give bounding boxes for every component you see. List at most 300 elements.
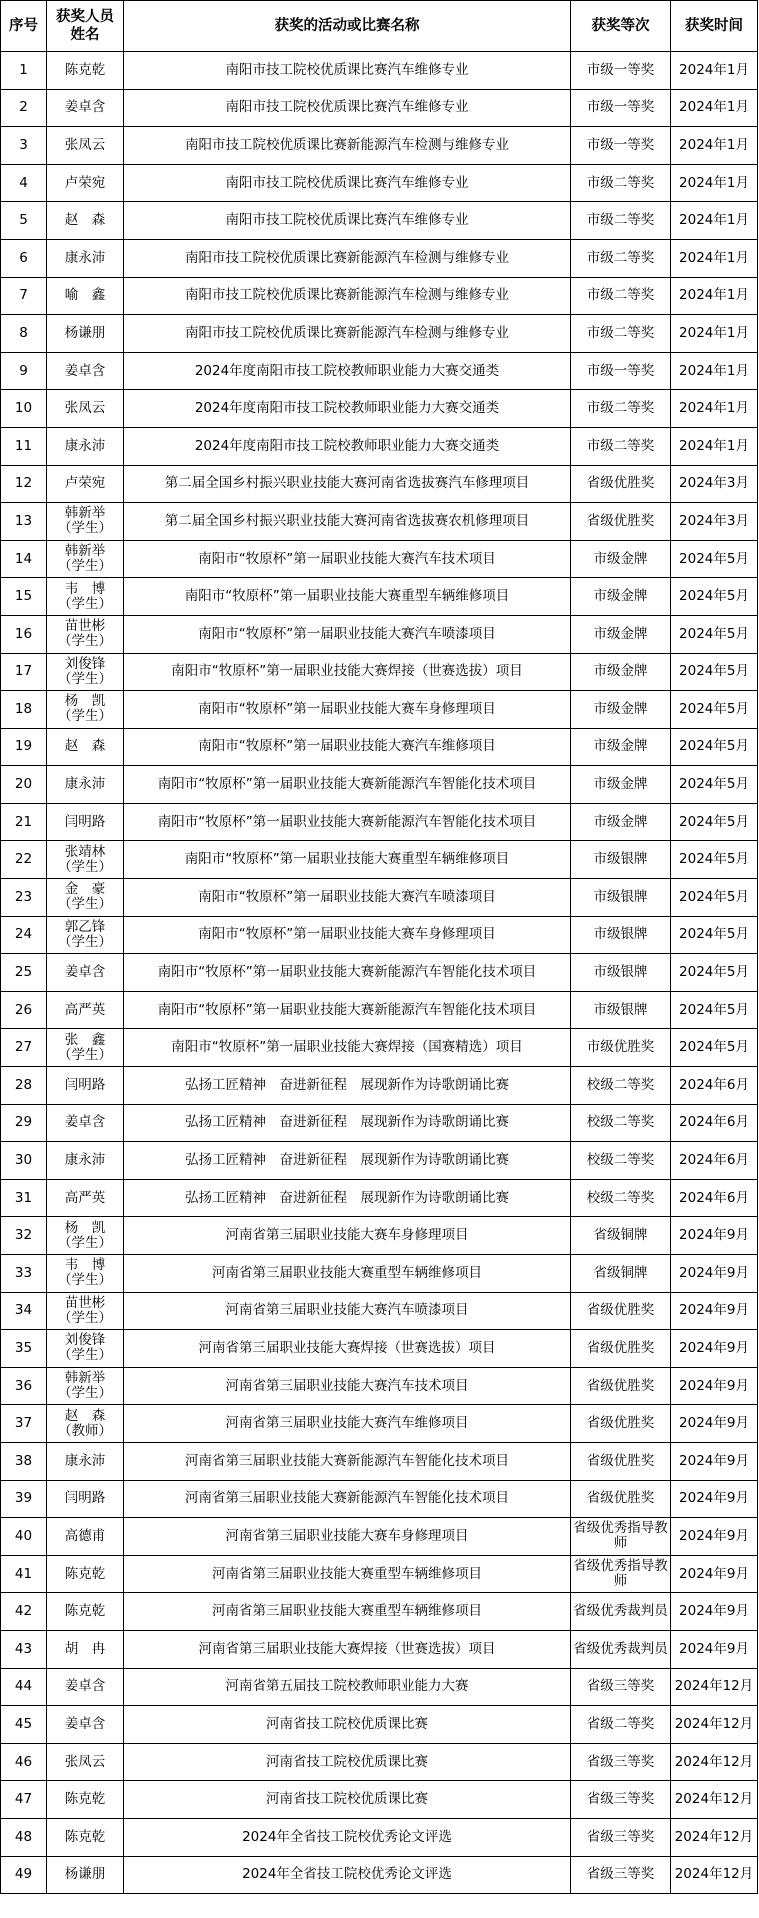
cell-name: 赵 森 — [47, 728, 124, 766]
cell-no: 38 — [1, 1442, 47, 1480]
table-row — [1, 1104, 758, 1142]
cell-award: 市级金牌 — [571, 728, 671, 766]
cell-time: 2024年9月 — [671, 1442, 758, 1480]
cell-event: 南阳市“牧原杯”第一届职业技能大赛重型车辆维修项目 — [124, 578, 571, 616]
cell-time: 2024年12月 — [671, 1706, 758, 1744]
cell-event: 河南省第三届职业技能大赛车身修理项目 — [124, 1217, 571, 1255]
cell-no: 42 — [1, 1593, 47, 1631]
cell-time: 2024年6月 — [671, 1179, 758, 1217]
cell-name: 高严英 — [47, 1179, 124, 1217]
table-row — [1, 540, 758, 578]
cell-name: 刘俊锋 （学生） — [47, 653, 124, 691]
cell-name: 韩新举 （学生） — [47, 540, 124, 578]
cell-award: 市级一等奖 — [571, 352, 671, 390]
cell-name: 姜卓含 — [47, 89, 124, 127]
cell-no: 21 — [1, 803, 47, 841]
cell-no: 8 — [1, 315, 47, 353]
cell-no: 14 — [1, 540, 47, 578]
cell-no: 48 — [1, 1818, 47, 1856]
cell-time: 2024年1月 — [671, 164, 758, 202]
cell-award: 市级金牌 — [571, 766, 671, 804]
cell-name: 苗世彬 （学生） — [47, 1292, 124, 1330]
cell-no: 19 — [1, 728, 47, 766]
cell-time: 2024年1月 — [671, 202, 758, 240]
cell-time: 2024年5月 — [671, 1029, 758, 1067]
cell-time: 2024年9月 — [671, 1217, 758, 1255]
cell-time: 2024年5月 — [671, 653, 758, 691]
cell-time: 2024年1月 — [671, 390, 758, 428]
table-row — [1, 1255, 758, 1293]
cell-time: 2024年5月 — [671, 728, 758, 766]
cell-name: 苗世彬 （学生） — [47, 615, 124, 653]
table-row — [1, 1330, 758, 1368]
cell-no: 45 — [1, 1706, 47, 1744]
cell-name: 闫明路 — [47, 1480, 124, 1518]
cell-time: 2024年12月 — [671, 1743, 758, 1781]
cell-event: 弘扬工匠精神 奋进新征程 展现新作为诗歌朗诵比赛 — [124, 1067, 571, 1105]
cell-name: 胡 冉 — [47, 1630, 124, 1668]
cell-award: 市级一等奖 — [571, 52, 671, 90]
cell-time: 2024年1月 — [671, 127, 758, 165]
cell-name: 喻 鑫 — [47, 277, 124, 315]
table-row — [1, 653, 758, 691]
cell-no: 13 — [1, 503, 47, 541]
cell-time: 2024年9月 — [671, 1518, 758, 1556]
table-body — [1, 52, 758, 1894]
cell-award: 市级一等奖 — [571, 89, 671, 127]
cell-award: 市级银牌 — [571, 879, 671, 917]
cell-event: 南阳市“牧原杯”第一届职业技能大赛汽车技术项目 — [124, 540, 571, 578]
cell-event: 南阳市技工院校优质课比赛汽车维修专业 — [124, 164, 571, 202]
cell-time: 2024年12月 — [671, 1668, 758, 1706]
cell-name: 陈克乾 — [47, 1593, 124, 1631]
cell-event: 弘扬工匠精神 奋进新征程 展现新作为诗歌朗诵比赛 — [124, 1179, 571, 1217]
cell-name: 陈克乾 — [47, 52, 124, 90]
cell-time: 2024年1月 — [671, 315, 758, 353]
cell-name: 姜卓含 — [47, 1706, 124, 1744]
cell-event: 2024年度南阳市技工院校教师职业能力大赛交通类 — [124, 390, 571, 428]
cell-event: 南阳市技工院校优质课比赛新能源汽车检测与维修专业 — [124, 277, 571, 315]
cell-no: 23 — [1, 879, 47, 917]
cell-event: 河南省第三届职业技能大赛重型车辆维修项目 — [124, 1255, 571, 1293]
cell-event: 第二届全国乡村振兴职业技能大赛河南省选拔赛农机修理项目 — [124, 503, 571, 541]
cell-event: 南阳市“牧原杯”第一届职业技能大赛新能源汽车智能化技术项目 — [124, 766, 571, 804]
cell-award: 市级二等奖 — [571, 427, 671, 465]
table-row — [1, 1555, 758, 1593]
cell-event: 河南省第三届职业技能大赛汽车技术项目 — [124, 1367, 571, 1405]
table-row — [1, 1217, 758, 1255]
cell-award: 省级二等奖 — [571, 1706, 671, 1744]
cell-award: 省级优秀指导教师 — [571, 1518, 671, 1556]
cell-event: 河南省技工院校优质课比赛 — [124, 1706, 571, 1744]
cell-name: 张凤云 — [47, 1743, 124, 1781]
cell-no: 5 — [1, 202, 47, 240]
table-row — [1, 1706, 758, 1744]
cell-name: 张 鑫 （学生） — [47, 1029, 124, 1067]
cell-name: 郭乙锋 （学生） — [47, 916, 124, 954]
cell-event: 南阳市“牧原杯”第一届职业技能大赛汽车维修项目 — [124, 728, 571, 766]
table-row — [1, 465, 758, 503]
cell-no: 40 — [1, 1518, 47, 1556]
cell-event: 弘扬工匠精神 奋进新征程 展现新作为诗歌朗诵比赛 — [124, 1104, 571, 1142]
cell-award: 省级铜牌 — [571, 1217, 671, 1255]
cell-award: 省级优秀裁判员 — [571, 1630, 671, 1668]
cell-time: 2024年5月 — [671, 879, 758, 917]
cell-name: 韦 博 （学生） — [47, 1255, 124, 1293]
cell-award: 市级银牌 — [571, 916, 671, 954]
cell-event: 河南省第五届技工院校教师职业能力大赛 — [124, 1668, 571, 1706]
table-row — [1, 1292, 758, 1330]
cell-award: 市级金牌 — [571, 540, 671, 578]
column-header-event: 获奖的活动或比赛名称 — [124, 1, 571, 52]
cell-award: 校级二等奖 — [571, 1104, 671, 1142]
cell-name: 卢荣宛 — [47, 465, 124, 503]
column-header-time: 获奖时间 — [671, 1, 758, 52]
cell-no: 47 — [1, 1781, 47, 1819]
cell-time: 2024年6月 — [671, 1142, 758, 1180]
cell-event: 河南省第三届职业技能大赛新能源汽车智能化技术项目 — [124, 1480, 571, 1518]
cell-award: 市级优胜奖 — [571, 1029, 671, 1067]
cell-event: 南阳市“牧原杯”第一届职业技能大赛汽车喷漆项目 — [124, 879, 571, 917]
cell-name: 姜卓含 — [47, 1104, 124, 1142]
cell-no: 34 — [1, 1292, 47, 1330]
cell-time: 2024年5月 — [671, 991, 758, 1029]
table-row — [1, 916, 758, 954]
table-row — [1, 803, 758, 841]
cell-no: 44 — [1, 1668, 47, 1706]
cell-time: 2024年5月 — [671, 841, 758, 879]
cell-name: 张凤云 — [47, 127, 124, 165]
table-row — [1, 691, 758, 729]
cell-award: 省级优胜奖 — [571, 1330, 671, 1368]
cell-name: 闫明路 — [47, 1067, 124, 1105]
cell-name: 韩新举 （学生） — [47, 503, 124, 541]
cell-event: 南阳市“牧原杯”第一届职业技能大赛重型车辆维修项目 — [124, 841, 571, 879]
table-row — [1, 879, 758, 917]
cell-no: 32 — [1, 1217, 47, 1255]
cell-award: 省级三等奖 — [571, 1781, 671, 1819]
cell-award: 省级三等奖 — [571, 1856, 671, 1894]
table-row — [1, 315, 758, 353]
cell-name: 赵 森 （教师） — [47, 1405, 124, 1443]
cell-time: 2024年1月 — [671, 427, 758, 465]
cell-name: 张靖林 （学生） — [47, 841, 124, 879]
cell-name: 陈克乾 — [47, 1781, 124, 1819]
table-row — [1, 991, 758, 1029]
cell-name: 赵 森 — [47, 202, 124, 240]
cell-no: 31 — [1, 1179, 47, 1217]
cell-event: 南阳市技工院校优质课比赛汽车维修专业 — [124, 202, 571, 240]
cell-event: 南阳市“牧原杯”第一届职业技能大赛新能源汽车智能化技术项目 — [124, 991, 571, 1029]
cell-name: 杨 凯 （学生） — [47, 691, 124, 729]
cell-award: 市级银牌 — [571, 991, 671, 1029]
cell-event: 2024年全省技工院校优秀论文评选 — [124, 1818, 571, 1856]
cell-no: 16 — [1, 615, 47, 653]
cell-time: 2024年9月 — [671, 1555, 758, 1593]
cell-time: 2024年1月 — [671, 52, 758, 90]
cell-no: 10 — [1, 390, 47, 428]
cell-no: 39 — [1, 1480, 47, 1518]
cell-award: 省级优胜奖 — [571, 1292, 671, 1330]
cell-award: 省级优胜奖 — [571, 1367, 671, 1405]
cell-award: 市级银牌 — [571, 954, 671, 992]
cell-award: 市级二等奖 — [571, 239, 671, 277]
cell-award: 省级三等奖 — [571, 1743, 671, 1781]
cell-event: 第二届全国乡村振兴职业技能大赛河南省选拔赛汽车修理项目 — [124, 465, 571, 503]
cell-event: 河南省第三届职业技能大赛重型车辆维修项目 — [124, 1555, 571, 1593]
cell-award: 省级优胜奖 — [571, 1480, 671, 1518]
cell-no: 28 — [1, 1067, 47, 1105]
cell-name: 康永沛 — [47, 239, 124, 277]
cell-award: 市级一等奖 — [571, 127, 671, 165]
cell-award: 市级二等奖 — [571, 315, 671, 353]
table-row — [1, 1781, 758, 1819]
table-row — [1, 1743, 758, 1781]
table-row — [1, 1067, 758, 1105]
cell-no: 3 — [1, 127, 47, 165]
cell-award: 市级金牌 — [571, 615, 671, 653]
cell-event: 河南省第三届职业技能大赛汽车维修项目 — [124, 1405, 571, 1443]
cell-name: 康永沛 — [47, 427, 124, 465]
cell-event: 南阳市技工院校优质课比赛新能源汽车检测与维修专业 — [124, 239, 571, 277]
cell-name: 卢荣宛 — [47, 164, 124, 202]
cell-no: 24 — [1, 916, 47, 954]
cell-event: 南阳市“牧原杯”第一届职业技能大赛新能源汽车智能化技术项目 — [124, 954, 571, 992]
cell-event: 弘扬工匠精神 奋进新征程 展现新作为诗歌朗诵比赛 — [124, 1142, 571, 1180]
cell-event: 河南省第三届职业技能大赛新能源汽车智能化技术项目 — [124, 1442, 571, 1480]
cell-no: 17 — [1, 653, 47, 691]
cell-name: 康永沛 — [47, 1142, 124, 1180]
cell-time: 2024年5月 — [671, 803, 758, 841]
cell-name: 高德甫 — [47, 1518, 124, 1556]
cell-no: 18 — [1, 691, 47, 729]
header-row — [1, 1, 758, 52]
cell-no: 22 — [1, 841, 47, 879]
cell-no: 33 — [1, 1255, 47, 1293]
table-row — [1, 1518, 758, 1556]
table-row — [1, 1442, 758, 1480]
cell-award: 省级优胜奖 — [571, 503, 671, 541]
cell-award: 省级优胜奖 — [571, 1442, 671, 1480]
cell-award: 市级二等奖 — [571, 390, 671, 428]
cell-award: 市级银牌 — [571, 841, 671, 879]
cell-time: 2024年6月 — [671, 1067, 758, 1105]
cell-event: 南阳市“牧原杯”第一届职业技能大赛焊接（国赛精选）项目 — [124, 1029, 571, 1067]
cell-event: 河南省第三届职业技能大赛焊接（世赛选拔）项目 — [124, 1630, 571, 1668]
cell-name: 金 豪 （学生） — [47, 879, 124, 917]
table-row — [1, 1480, 758, 1518]
cell-event: 2024年全省技工院校优秀论文评选 — [124, 1856, 571, 1894]
cell-event: 南阳市“牧原杯”第一届职业技能大赛车身修理项目 — [124, 916, 571, 954]
cell-event: 南阳市“牧原杯”第一届职业技能大赛新能源汽车智能化技术项目 — [124, 803, 571, 841]
cell-time: 2024年5月 — [671, 954, 758, 992]
cell-time: 2024年9月 — [671, 1593, 758, 1631]
cell-no: 6 — [1, 239, 47, 277]
cell-name: 康永沛 — [47, 1442, 124, 1480]
table-row — [1, 52, 758, 90]
table-row — [1, 127, 758, 165]
cell-no: 49 — [1, 1856, 47, 1894]
cell-event: 南阳市“牧原杯”第一届职业技能大赛车身修理项目 — [124, 691, 571, 729]
table-row — [1, 202, 758, 240]
cell-event: 河南省第三届职业技能大赛焊接（世赛选拔）项目 — [124, 1330, 571, 1368]
table-row — [1, 1856, 758, 1894]
table-row — [1, 1179, 758, 1217]
cell-name: 陈克乾 — [47, 1818, 124, 1856]
cell-time: 2024年12月 — [671, 1781, 758, 1819]
cell-award: 省级优胜奖 — [571, 1405, 671, 1443]
cell-event: 南阳市技工院校优质课比赛新能源汽车检测与维修专业 — [124, 127, 571, 165]
cell-event: 河南省第三届职业技能大赛重型车辆维修项目 — [124, 1593, 571, 1631]
cell-time: 2024年12月 — [671, 1856, 758, 1894]
cell-award: 市级二等奖 — [571, 202, 671, 240]
cell-time: 2024年9月 — [671, 1292, 758, 1330]
column-header-award: 获奖等次 — [571, 1, 671, 52]
cell-time: 2024年3月 — [671, 503, 758, 541]
cell-event: 河南省技工院校优质课比赛 — [124, 1781, 571, 1819]
cell-name: 杨谦朋 — [47, 315, 124, 353]
cell-no: 30 — [1, 1142, 47, 1180]
cell-time: 2024年9月 — [671, 1330, 758, 1368]
cell-no: 46 — [1, 1743, 47, 1781]
table-row — [1, 352, 758, 390]
cell-no: 36 — [1, 1367, 47, 1405]
table-row — [1, 1405, 758, 1443]
cell-no: 7 — [1, 277, 47, 315]
table-row — [1, 1029, 758, 1067]
cell-event: 南阳市技工院校优质课比赛汽车维修专业 — [124, 89, 571, 127]
cell-award: 市级二等奖 — [571, 164, 671, 202]
cell-award: 市级金牌 — [571, 653, 671, 691]
cell-no: 37 — [1, 1405, 47, 1443]
cell-name: 姜卓含 — [47, 954, 124, 992]
cell-no: 2 — [1, 89, 47, 127]
cell-no: 35 — [1, 1330, 47, 1368]
cell-no: 26 — [1, 991, 47, 1029]
table-row — [1, 766, 758, 804]
cell-award: 校级二等奖 — [571, 1142, 671, 1180]
cell-name: 陈克乾 — [47, 1555, 124, 1593]
cell-no: 15 — [1, 578, 47, 616]
table-row — [1, 239, 758, 277]
cell-event: 2024年度南阳市技工院校教师职业能力大赛交通类 — [124, 352, 571, 390]
cell-award: 省级优胜奖 — [571, 465, 671, 503]
cell-award: 省级三等奖 — [571, 1668, 671, 1706]
cell-name: 康永沛 — [47, 766, 124, 804]
cell-event: 河南省第三届职业技能大赛汽车喷漆项目 — [124, 1292, 571, 1330]
table-row — [1, 503, 758, 541]
cell-time: 2024年1月 — [671, 352, 758, 390]
table-row — [1, 1668, 758, 1706]
cell-event: 南阳市“牧原杯”第一届职业技能大赛焊接（世赛选拔）项目 — [124, 653, 571, 691]
cell-time: 2024年9月 — [671, 1405, 758, 1443]
cell-no: 29 — [1, 1104, 47, 1142]
table-row — [1, 427, 758, 465]
cell-award: 市级金牌 — [571, 691, 671, 729]
cell-award: 省级三等奖 — [571, 1818, 671, 1856]
table-row — [1, 89, 758, 127]
cell-time: 2024年1月 — [671, 89, 758, 127]
cell-time: 2024年3月 — [671, 465, 758, 503]
table-row — [1, 164, 758, 202]
table-row — [1, 841, 758, 879]
table-row — [1, 1818, 758, 1856]
cell-no: 25 — [1, 954, 47, 992]
cell-time: 2024年5月 — [671, 691, 758, 729]
cell-time: 2024年5月 — [671, 916, 758, 954]
cell-time: 2024年5月 — [671, 578, 758, 616]
cell-no: 12 — [1, 465, 47, 503]
cell-name: 姜卓含 — [47, 352, 124, 390]
table-row — [1, 1142, 758, 1180]
cell-event: 河南省第三届职业技能大赛车身修理项目 — [124, 1518, 571, 1556]
cell-no: 41 — [1, 1555, 47, 1593]
cell-no: 9 — [1, 352, 47, 390]
table-row — [1, 1367, 758, 1405]
cell-name: 闫明路 — [47, 803, 124, 841]
table-row — [1, 1630, 758, 1668]
cell-award: 校级二等奖 — [571, 1067, 671, 1105]
cell-event: 2024年度南阳市技工院校教师职业能力大赛交通类 — [124, 427, 571, 465]
table-row — [1, 578, 758, 616]
cell-time: 2024年9月 — [671, 1630, 758, 1668]
cell-event: 南阳市“牧原杯”第一届职业技能大赛汽车喷漆项目 — [124, 615, 571, 653]
cell-time: 2024年1月 — [671, 239, 758, 277]
cell-name: 姜卓含 — [47, 1668, 124, 1706]
cell-no: 1 — [1, 52, 47, 90]
cell-event: 南阳市技工院校优质课比赛汽车维修专业 — [124, 52, 571, 90]
cell-no: 11 — [1, 427, 47, 465]
cell-award: 省级优秀指导教师 — [571, 1555, 671, 1593]
column-header-name: 获奖人员姓名 — [47, 1, 124, 52]
cell-time: 2024年12月 — [671, 1818, 758, 1856]
column-header-no: 序号 — [1, 1, 47, 52]
cell-award: 省级优秀裁判员 — [571, 1593, 671, 1631]
table-row — [1, 728, 758, 766]
cell-no: 27 — [1, 1029, 47, 1067]
cell-time: 2024年9月 — [671, 1367, 758, 1405]
cell-name: 刘俊锋 （学生） — [47, 1330, 124, 1368]
cell-time: 2024年6月 — [671, 1104, 758, 1142]
cell-name: 杨 凯 （学生） — [47, 1217, 124, 1255]
table-row — [1, 277, 758, 315]
cell-event: 河南省技工院校优质课比赛 — [124, 1743, 571, 1781]
table-row — [1, 954, 758, 992]
table-row — [1, 615, 758, 653]
cell-time: 2024年5月 — [671, 540, 758, 578]
cell-name: 高严英 — [47, 991, 124, 1029]
cell-award: 市级金牌 — [571, 578, 671, 616]
cell-name: 韩新举 （学生） — [47, 1367, 124, 1405]
table-row — [1, 1593, 758, 1631]
cell-award: 市级二等奖 — [571, 277, 671, 315]
cell-no: 20 — [1, 766, 47, 804]
cell-name: 张凤云 — [47, 390, 124, 428]
cell-name: 杨谦朋 — [47, 1856, 124, 1894]
cell-event: 南阳市技工院校优质课比赛新能源汽车检测与维修专业 — [124, 315, 571, 353]
cell-award: 省级铜牌 — [571, 1255, 671, 1293]
cell-no: 4 — [1, 164, 47, 202]
cell-name: 韦 博 （学生） — [47, 578, 124, 616]
cell-time: 2024年9月 — [671, 1255, 758, 1293]
cell-award: 校级二等奖 — [571, 1179, 671, 1217]
cell-time: 2024年5月 — [671, 766, 758, 804]
cell-time: 2024年1月 — [671, 277, 758, 315]
cell-time: 2024年5月 — [671, 615, 758, 653]
cell-award: 市级金牌 — [571, 803, 671, 841]
cell-no: 43 — [1, 1630, 47, 1668]
cell-time: 2024年9月 — [671, 1480, 758, 1518]
